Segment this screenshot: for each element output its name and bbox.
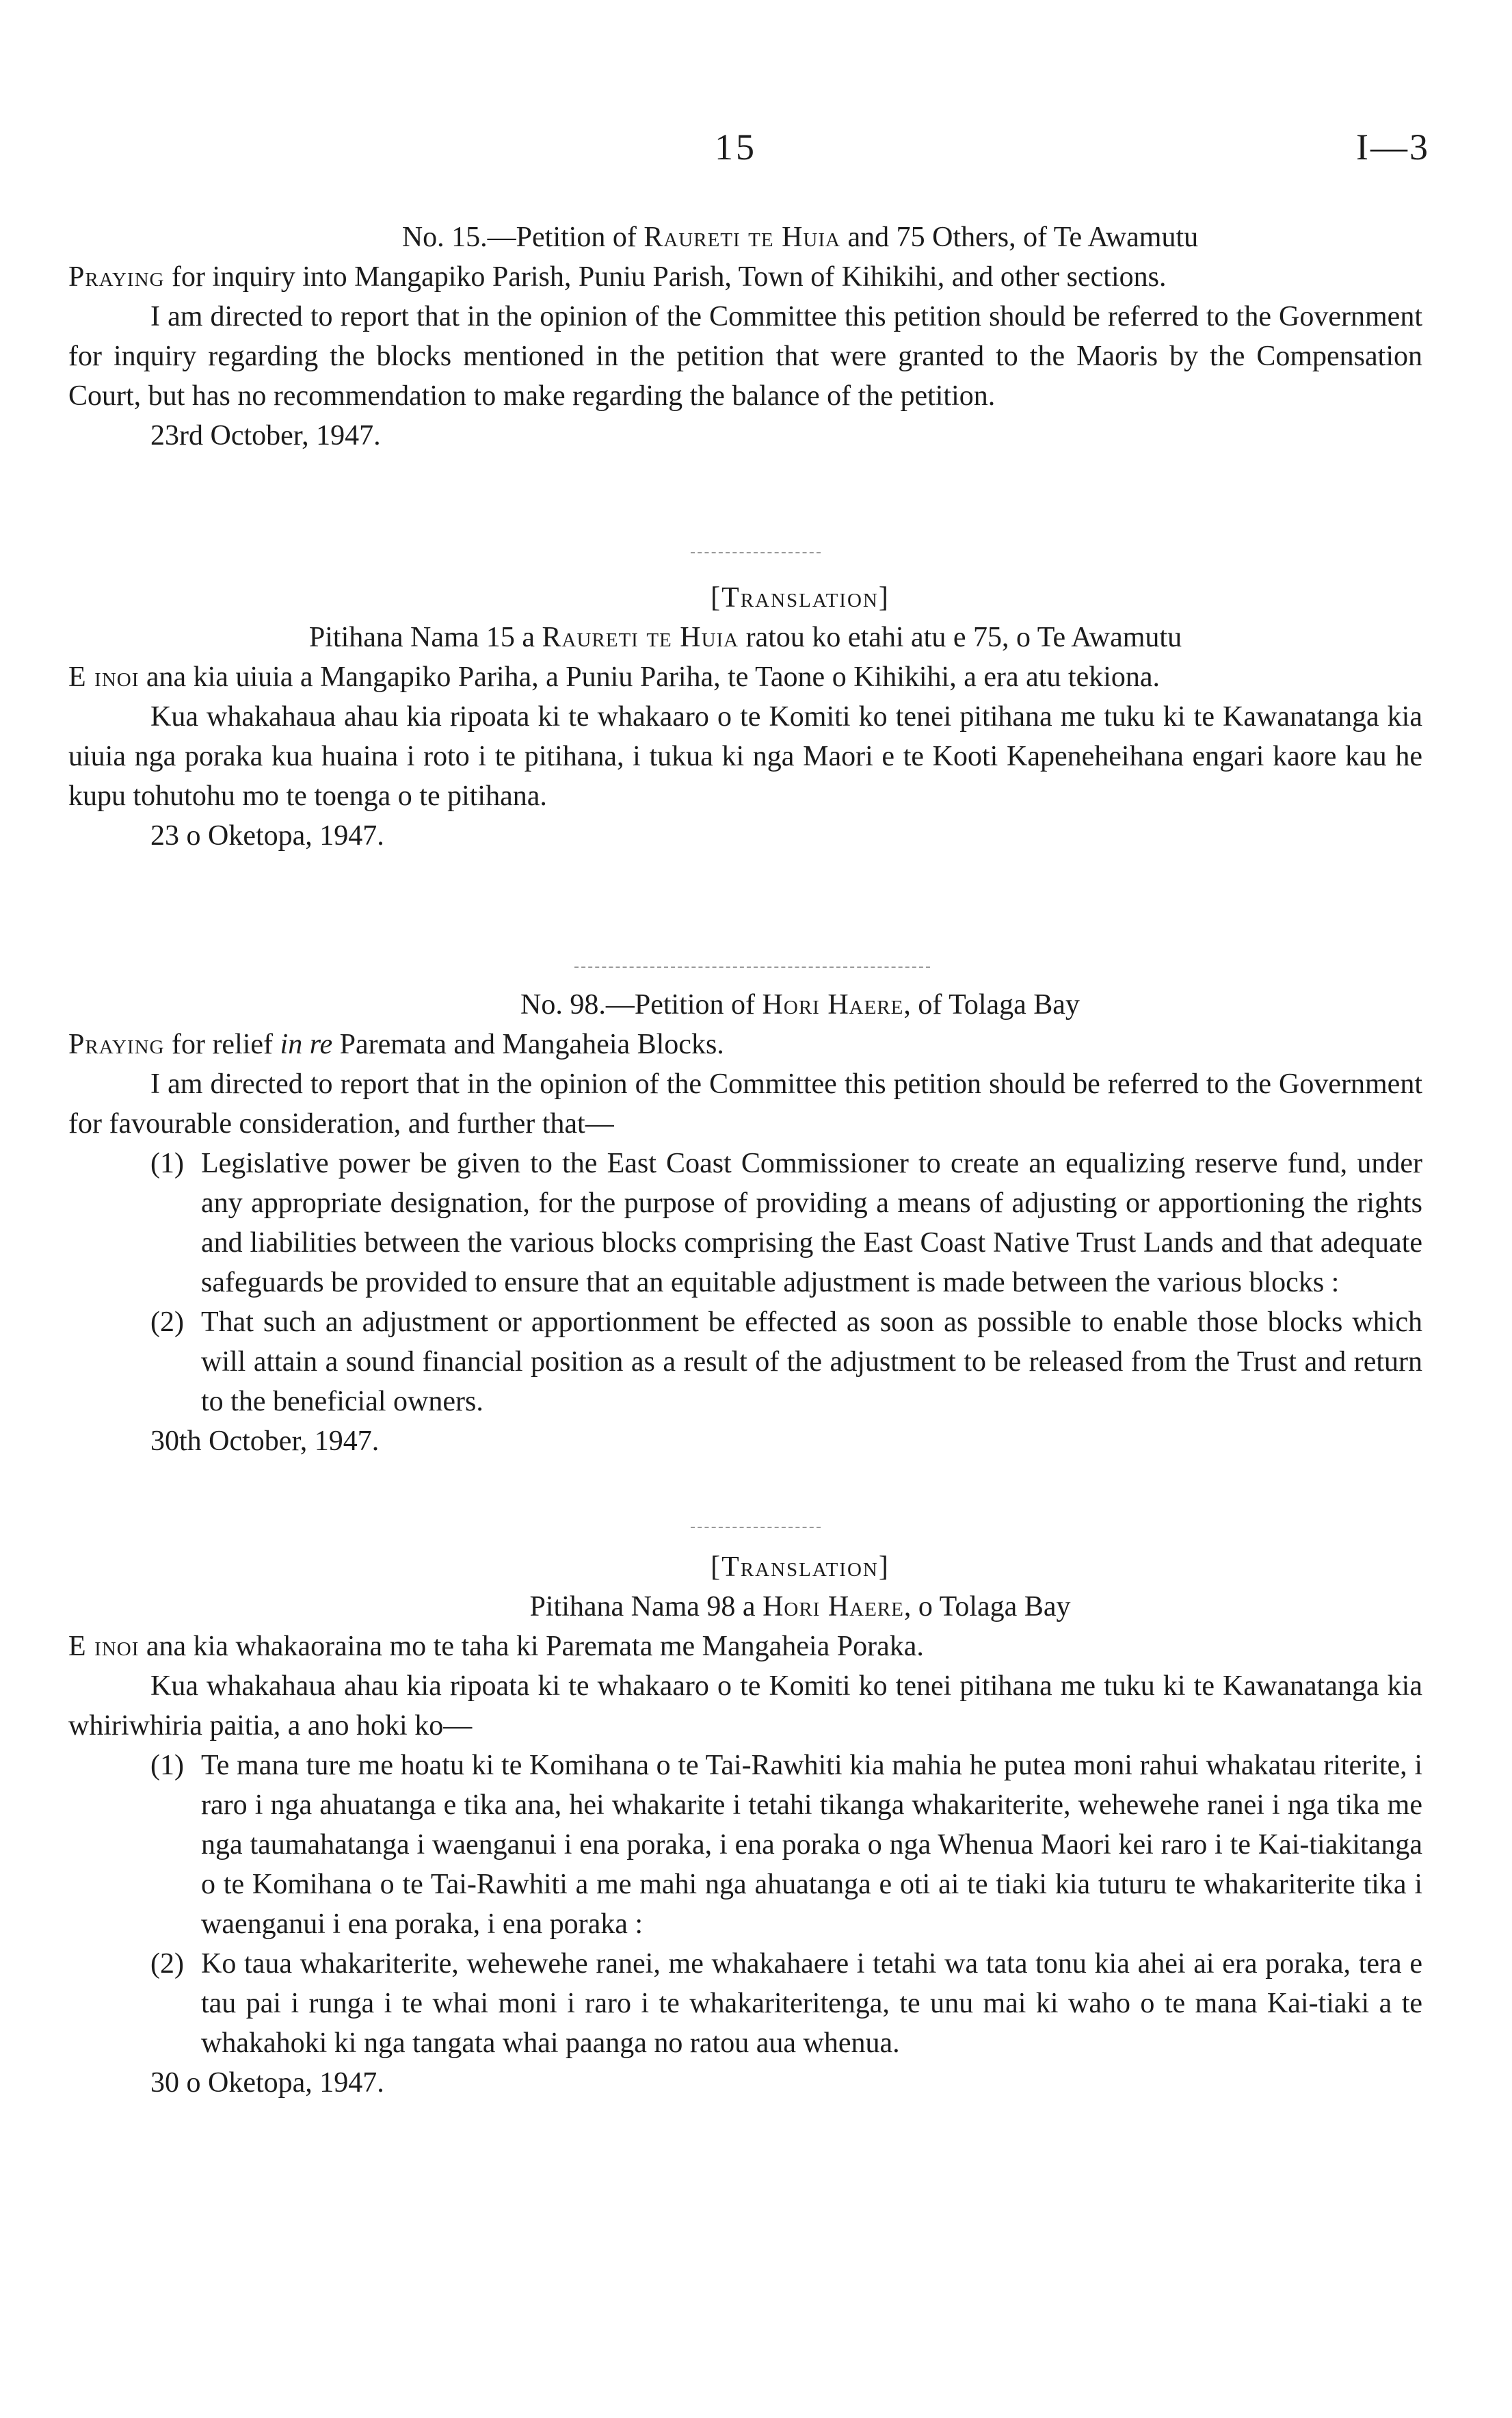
list-item: (1) Te mana ture me hoatu ki te Komihana o te Tai-Rawhiti kia mahia he putea moni rahui whakatau riterite, i raro i nga ahuatanga e tika ana, hei whakarite i tetahi tikanga whakariterite, wehewehe ranei i nga tika me nga taumahatanga i waenganui i ena poraka, i ena poraka o nga Whenua Maori kei raro i te Kai-tiakitanga o te Komihana o te Tai-Rawhiti a me mahi nga ahuatanga e oti ai te tiaki kia tuturu te whakariterite tika i waenganui i ena poraka, i ena poraka : xyxy=(150,1750,1422,1940)
section-divider xyxy=(691,1527,821,1528)
committee-report: Kua whakahaua ahau kia ripoata ki te whakaaro o te Komiti ko tenei pitihana me tuku ki te Kawanatanga kia uiuia nga poraka kua huaina i roto i te pitihana, i tukua ki nga Maori e te Kooti Kapeneheihana engari kaore kau he kupu tohutohu mo te toenga o te pitihana. xyxy=(68,701,1422,812)
petitioner-name: Hori Haere xyxy=(762,1591,904,1622)
praying-line: Praying for inquiry into Mangapiko Parish, Puniu Parish, Town of Kihikihi, and other sections. xyxy=(68,261,1167,293)
section-divider xyxy=(574,967,930,968)
running-header xyxy=(0,123,1512,171)
report-date: 30th October, 1947. xyxy=(150,1425,380,1457)
list-item: (2) Ko taua whakariterite, wehewehe ranei, me whakahaere i tetahi wa tata tonu kia ahei ai era poraka, tera e tau pai i runga i te whai moni i raro i te whakariteritenga, te unu mai ki waho o te mana Kai-tiaki a te whakahoki ki nga tangata whai paanga no ratou aua whenua. xyxy=(150,1948,1422,2059)
page-number: 15 xyxy=(715,127,757,168)
inoi-line: E inoi ana kia whakaoraina mo te taha ki Paremata me Mangaheia Poraka. xyxy=(68,1631,924,1662)
report-date: 30 o Oketopa, 1947. xyxy=(150,2067,384,2099)
paper-reference: I—3 xyxy=(1356,127,1430,168)
report-date: 23 o Oketopa, 1947. xyxy=(150,820,384,852)
translation-label: [Translation] xyxy=(711,582,890,614)
report-date: 23rd October, 1947. xyxy=(150,420,381,451)
translation-15 xyxy=(68,578,1422,856)
list-item: (2) That such an adjustment or apportionment be effected as soon as possible to enable those blocks which will attain a sound financial position as a result of the adjustment to be released from the Trust and return to the beneficial owners. xyxy=(150,1306,1422,1417)
petitioner-name: Raureti te Huia xyxy=(644,222,840,253)
petition-15-heading: No. 15.—Petition of Raureti te Huia and 75 Others, of Te Awamutu xyxy=(401,222,1199,253)
section-divider xyxy=(691,552,821,553)
inoi-line: E inoi ana kia uiuia a Mangapiko Pariha, a Puniu Pariha, te Taone o Kihikihi, a era atu tekiona. xyxy=(68,661,1160,693)
petitioner-name: Hori Haere xyxy=(762,989,904,1021)
petitioner-name: Raureti te Huia xyxy=(542,622,739,653)
translation-98 xyxy=(68,1547,1422,2103)
list-item: (1) Legislative power be given to the East Coast Commissioner to create an equalizing reserve fund, under any appropriate designation, for the purpose of providing a means of adjusting or apportioning the rights and liabilities between the various blocks comprising the East Coast Native Trust Lands and that adequate safeguards be provided to ensure that an equitable adjustment is made between the various blocks : xyxy=(150,1148,1422,1298)
committee-report: Kua whakahaua ahau kia ripoata ki te whakaaro o te Komiti ko tenei pitihana me tuku ki te Kawanatanga kia whiriwhiria paitia, a ano hoki ko— xyxy=(68,1670,1422,1742)
petition-98 xyxy=(68,985,1422,1461)
committee-report: I am directed to report that in the opinion of the Committee this petition should be referred to the Government for inquiry regarding the blocks mentioned in the petition that were granted to the Maoris by the Compensation Court, but has no recommendation to make regarding the balance of the petition. xyxy=(68,301,1422,412)
committee-report: I am directed to report that in the opinion of the Committee this petition should be referred to the Government for favourable consideration, and further that— xyxy=(68,1068,1422,1140)
translation-98-heading: Pitihana Nama 98 a Hori Haere, o Tolaga Bay xyxy=(529,1591,1071,1622)
petition-98-heading: No. 98.—Petition of Hori Haere, of Tolaga Bay xyxy=(520,989,1080,1021)
petition-15 xyxy=(68,218,1422,456)
praying-line: Praying for relief in re Paremata and Mangaheia Blocks. xyxy=(68,1029,724,1060)
translation-label: [Translation] xyxy=(711,1551,890,1583)
translation-15-heading: Pitihana Nama 15 a Raureti te Huia ratou ko etahi atu e 75, o Te Awamutu xyxy=(308,622,1182,653)
